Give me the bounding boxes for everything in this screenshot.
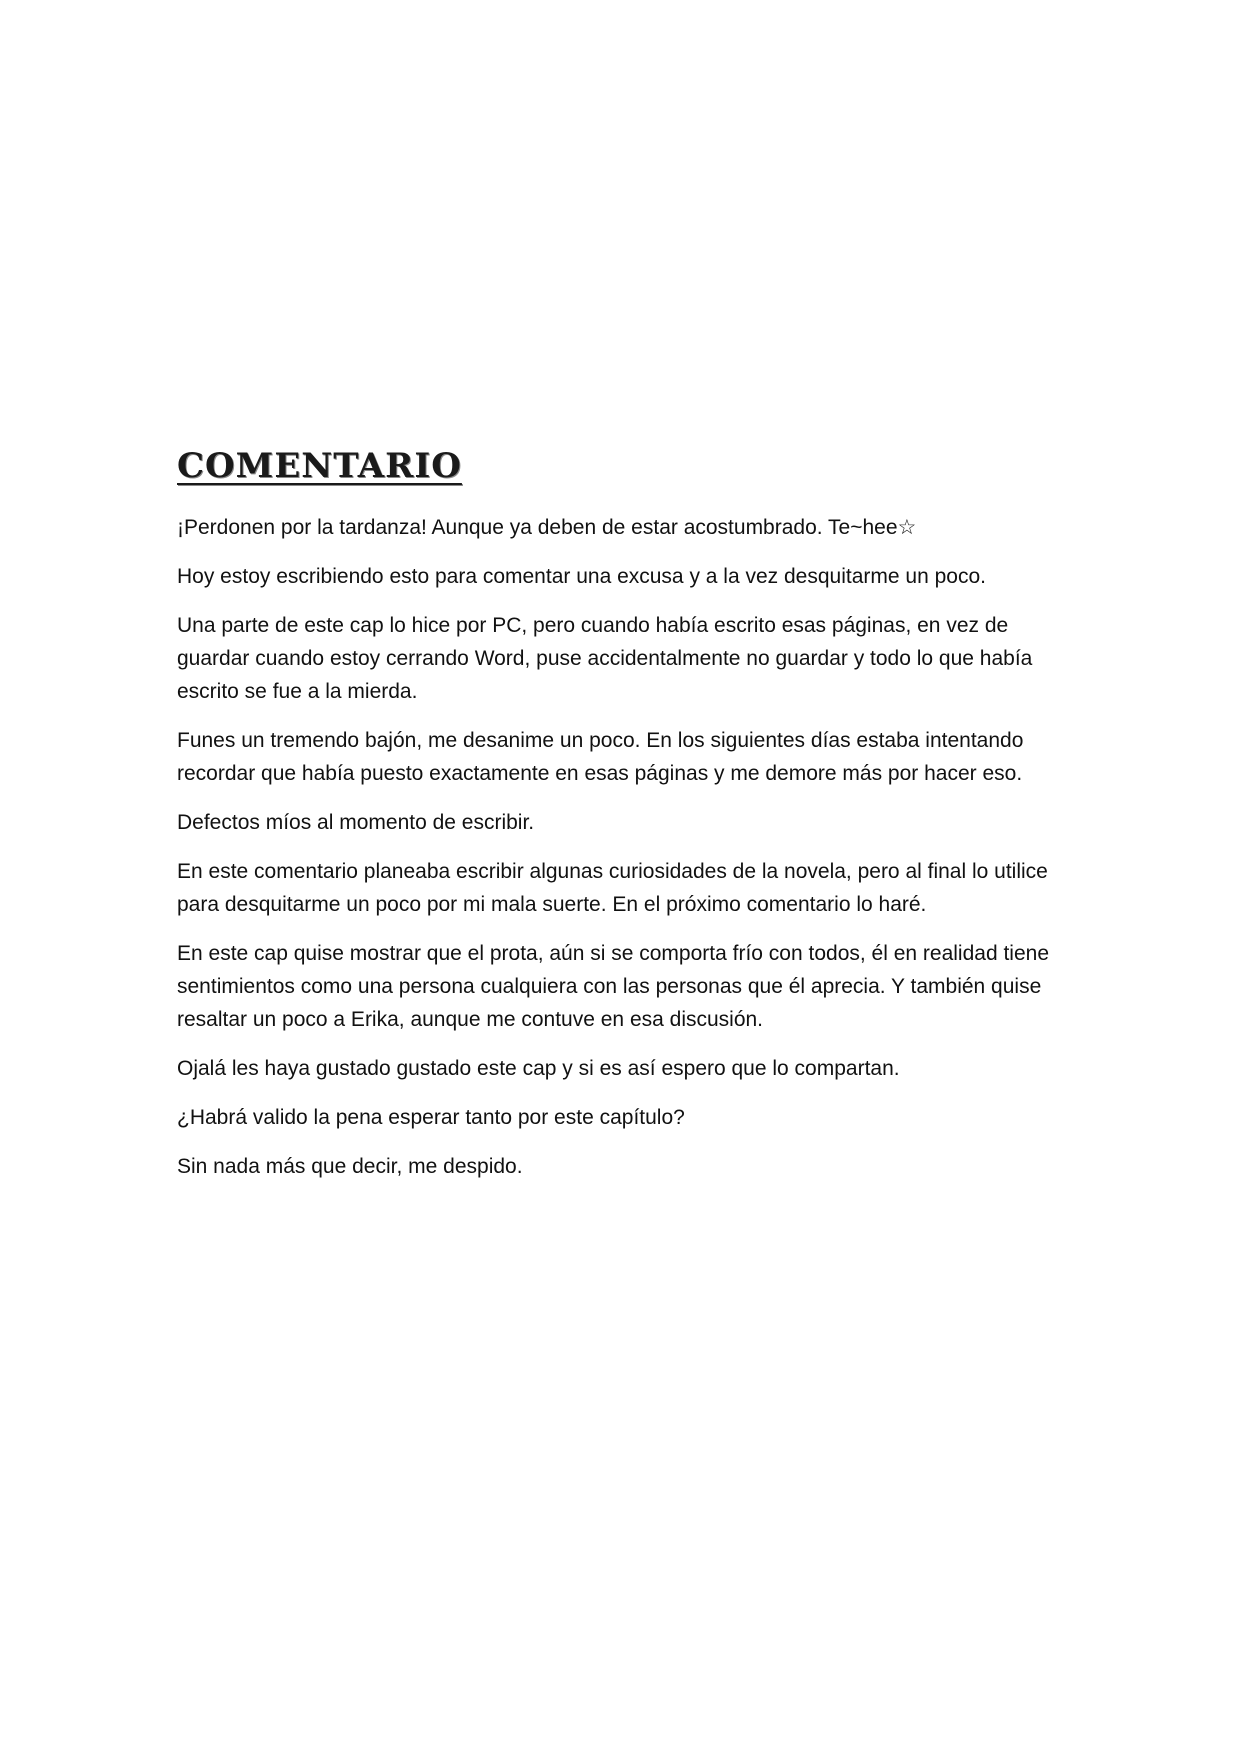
paragraph-2: Hoy estoy escribiendo esto para comentar una excusa y a la vez desquitarme un poco.: [177, 565, 986, 588]
section-heading: COMENTARIO: [177, 446, 462, 486]
paragraph-1: ¡Perdonen por la tardanza! Aunque ya deben de estar acostumbrado. Te~hee☆: [177, 516, 917, 539]
paragraph-10: Sin nada más que decir, me despido.: [177, 1155, 523, 1178]
paragraph-9: ¿Habrá valido la pena esperar tanto por este capítulo?: [177, 1106, 685, 1129]
paragraph-5: Defectos míos al momento de escribir.: [177, 811, 535, 834]
document-body: [177, 441, 1082, 1199]
paragraph-6: En este comentario planeaba escribir algunas curiosidades de la novela, pero al final lo utilice para desquitarme un poco por mi mala suerte. En el próximo comentario lo haré.: [177, 860, 1048, 916]
paragraph-4: Funes un tremendo bajón, me desanime un poco. En los siguientes días estaba intentando recordar que había puesto exactamente en esas páginas y me demore más por hacer eso.: [177, 729, 1024, 785]
paragraph-3: Una parte de este cap lo hice por PC, pero cuando había escrito esas páginas, en vez de guardar cuando estoy cerrando Word, puse accidentalmente no guardar y todo lo que había escrito se fue a la mierda.: [177, 614, 1033, 703]
paragraph-8: Ojalá les haya gustado gustado este cap y si es así espero que lo compartan.: [177, 1057, 900, 1080]
paragraph-7: En este cap quise mostrar que el prota, aún si se comporta frío con todos, él en realidad tiene sentimientos como una persona cualquiera con las personas que él aprecia. Y también quise resaltar un poco a Erika, aunque me contuve en esa discusión.: [177, 942, 1050, 1031]
